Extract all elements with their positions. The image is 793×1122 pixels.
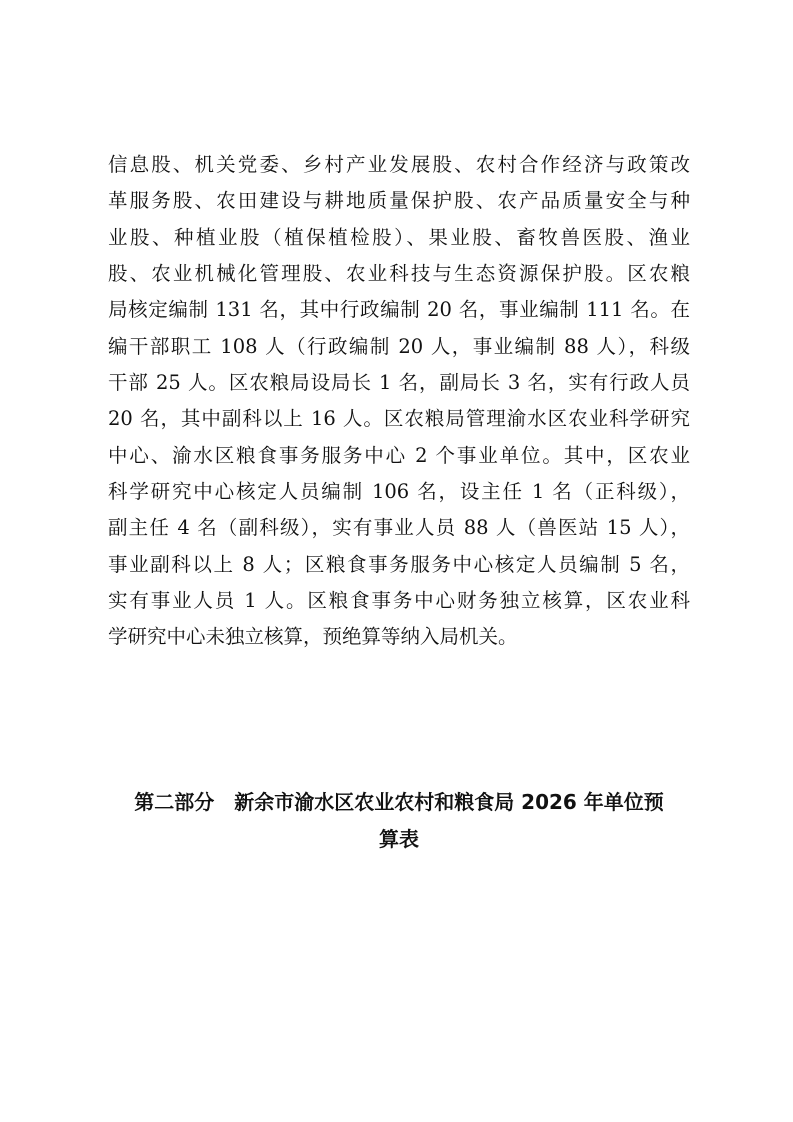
paragraph-line: 中心、渝水区粮食事务服务中心 2 个事业单位。其中，区农业 — [108, 443, 690, 467]
paragraph-line: 编干部职工 108 人（行政编制 20 人，事业编制 88 人），科级 — [108, 334, 690, 358]
paragraph-line: 副主任 4 名（副科级），实有事业人员 88 人（兽医站 15 人）， — [108, 516, 690, 540]
paragraph-line: 局核定编制 131 名，其中行政编制 20 名，事业编制 111 名。在 — [108, 298, 690, 322]
paragraph-line: 事业副科以上 8 人；区粮食事务服务中心核定人员编制 5 名， — [108, 552, 690, 576]
paragraph-line: 业股、种植业股（植保植检股）、果业股、畜牧兽医股、渔业 — [108, 225, 690, 249]
paragraph-line: 科学研究中心核定人员编制 106 名，设主任 1 名（正科级）， — [108, 480, 690, 504]
section-heading — [108, 784, 690, 858]
paragraph-line: 干部 25 人。区农粮局设局长 1 名，副局长 3 名，实有行政人员 — [108, 371, 690, 395]
paragraph-line: 20 名，其中副科以上 16 人。区农粮局管理渝水区农业科学研究 — [108, 407, 690, 431]
paragraph-line: 实有事业人员 1 人。区粮食事务中心财务独立核算，区农业科 — [108, 589, 690, 613]
section-heading-line-2: 算表 — [379, 827, 419, 851]
paragraph-line: 股、农业机械化管理股、农业科技与生态资源保护股。区农粮 — [108, 262, 690, 286]
body-paragraph — [108, 147, 690, 656]
paragraph-line: 信息股、机关党委、乡村产业发展股、农村合作经济与政策改 — [108, 153, 690, 176]
paragraph-line: 革服务股、农田建设与耕地质量保护股、农产品质量安全与种 — [108, 189, 690, 213]
section-heading-line-1: 第二部分 新余市渝水区农业农村和粮食局 2026 年单位预 — [134, 790, 664, 814]
paragraph-line: 学研究中心未独立核算，预绝算等纳入局机关。 — [108, 625, 518, 649]
